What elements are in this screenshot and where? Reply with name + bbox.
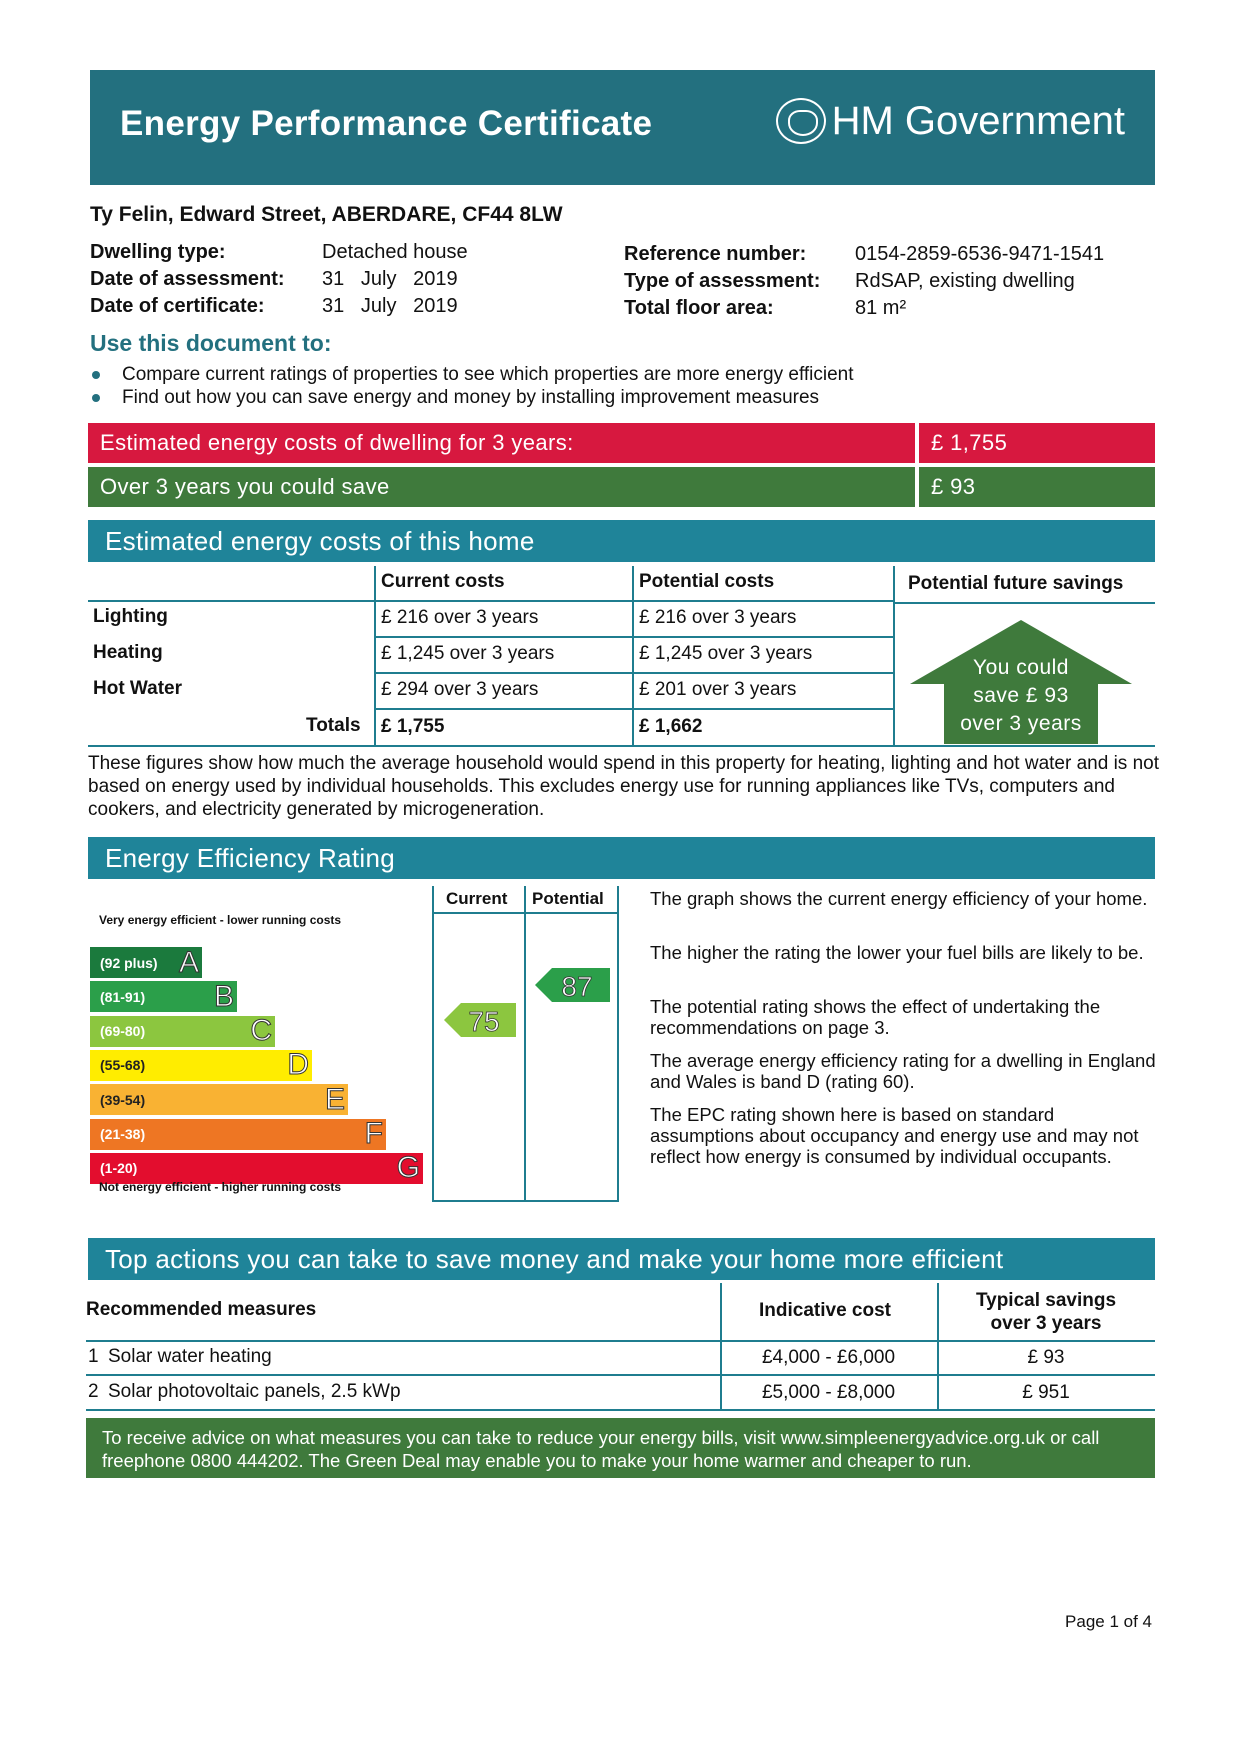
band-range: (55-68) — [100, 1057, 146, 1074]
rating-band-e — [90, 1084, 348, 1115]
energy-costs-heading: Estimated energy costs of this home — [88, 520, 1155, 562]
bullet-icon — [92, 394, 100, 402]
col-indicative-cost: Indicative cost — [759, 1300, 891, 1321]
table-divider — [376, 672, 893, 674]
rating-band-f — [90, 1119, 386, 1150]
table-divider — [632, 566, 634, 746]
measure-name: Solar water heating — [108, 1346, 272, 1367]
band-range: (21-38) — [100, 1126, 146, 1142]
estimated-cost-bar: Estimated energy costs of dwelling for 3 years: — [88, 423, 915, 463]
arrow-line: over 3 years — [960, 712, 1082, 735]
table-divider — [374, 566, 376, 746]
col-recommended-measures: Recommended measures — [86, 1299, 317, 1320]
hm-government-text: HM Government — [831, 98, 1125, 143]
band-letter: B — [213, 979, 234, 1013]
band-letter: E — [324, 1082, 345, 1116]
table-divider — [893, 566, 895, 746]
rating-paragraph: The potential rating shows the effect of undertaking the recommendations on page 3. — [650, 996, 1101, 1038]
use-bullet: Find out how you can save energy and money by installing improvement measures — [90, 387, 819, 409]
certificate-date-label: Date of certificate: — [90, 295, 265, 317]
table-divider — [376, 708, 893, 710]
hot-water-potential: £ 201 over 3 years — [639, 679, 797, 700]
assessment-date-value: 31 July 2019 — [322, 268, 458, 290]
row-label-hot-water: Hot Water — [93, 678, 183, 699]
costs-note: These figures show how much the average household would spend in this property for heating, lighting and hot water and is not based on energy used by individual households. This excludes energy use for running appliances like TVs, computers and cookers, and electricity generated by microgeneration. — [88, 753, 1159, 820]
band-range: (1-20) — [100, 1160, 138, 1177]
measure-number: 1 — [88, 1346, 99, 1367]
table-divider — [893, 602, 1155, 604]
measure-saving: £ 93 — [1027, 1347, 1065, 1368]
reference-label: Reference number: — [624, 243, 807, 265]
floor-area-label: Total floor area: — [624, 297, 774, 319]
band-range: (39-54) — [100, 1091, 146, 1108]
band-letter: F — [364, 1117, 383, 1150]
row-label-lighting: Lighting — [93, 606, 168, 627]
chart-border — [432, 886, 434, 1202]
dwelling-type-label: Dwelling type: — [90, 241, 226, 263]
current-rating-value: 75 — [468, 1006, 500, 1037]
use-bullet: Compare current ratings of properties to see which properties are more energy efficient — [90, 364, 854, 386]
measure-cost: £4,000 - £6,000 — [761, 1347, 896, 1368]
rating-band-d — [90, 1050, 312, 1081]
rating-paragraph: The average energy efficiency rating for a dwelling in England and Wales is band D (rating 60). — [650, 1050, 1156, 1092]
row-label-heating: Heating — [93, 642, 163, 663]
potential-rating-value: 87 — [561, 971, 593, 1002]
band-range: (92 plus) — [100, 954, 158, 971]
royal-crest-icon — [776, 98, 826, 144]
table-divider — [88, 600, 893, 602]
chart-border — [524, 886, 526, 1202]
measure-saving: £ 951 — [1022, 1382, 1070, 1403]
could-save-value: £ 93 — [919, 467, 1155, 507]
chart-border — [432, 1200, 619, 1202]
top-caption: Very energy efficient - lower running costs — [99, 913, 342, 927]
band-letter: C — [250, 1014, 272, 1048]
rating-paragraph: The EPC rating shown here is based on standard assumptions about occupancy and energy use and may not reflect how energy is consumed by individual occupants. — [650, 1104, 1139, 1167]
table-divider — [86, 1409, 1155, 1411]
floor-area-value: 81 m² — [855, 297, 907, 319]
totals-label: Totals — [306, 715, 361, 736]
band-letter: D — [287, 1048, 309, 1082]
band-range: (69-80) — [100, 1023, 146, 1040]
band-range: (81-91) — [100, 988, 146, 1005]
bullet-icon — [92, 371, 100, 379]
heating-current: £ 1,245 over 3 years — [381, 643, 555, 664]
certificate-date-value: 31 July 2019 — [322, 295, 458, 317]
col-potential-rating: Potential — [532, 889, 604, 908]
rating-paragraph: The higher the rating the lower your fuel bills are likely to be. — [650, 942, 1144, 963]
arrow-line: save £ 93 — [973, 684, 1069, 707]
measure-cost: £5,000 - £8,000 — [761, 1382, 896, 1403]
band-letter: G — [396, 1151, 420, 1185]
col-potential-costs: Potential costs — [639, 571, 775, 592]
hm-government-logo — [776, 98, 1125, 144]
table-divider — [86, 1374, 1155, 1376]
col-current-costs: Current costs — [381, 571, 505, 592]
chart-border — [432, 912, 619, 914]
col-current-rating: Current — [446, 889, 508, 908]
advice-footer: To receive advice on what measures you can take to reduce your energy bills, visit www.simpleenergyadvice.org.uk or call freephone 0800 444202. The Green Deal may enable you to make your home warmer and cheaper to run. — [86, 1418, 1155, 1478]
measure-number: 2 — [88, 1381, 99, 1402]
current-rating-arrow — [444, 1003, 516, 1037]
table-divider — [376, 636, 893, 638]
rating-band-b — [90, 981, 237, 1012]
reference-value: 0154-2859-6536-9471-1541 — [855, 243, 1105, 265]
could-save-bar: Over 3 years you could save — [88, 467, 915, 507]
use-document-heading: Use this document to: — [90, 330, 332, 356]
savings-arrow — [910, 620, 1132, 744]
rating-band-a — [90, 947, 202, 978]
chart-border — [617, 886, 619, 1202]
table-divider — [86, 1340, 1155, 1342]
certificate-header — [90, 70, 1155, 185]
heating-potential: £ 1,245 over 3 years — [639, 643, 813, 664]
dwelling-type-value: Detached house — [322, 241, 468, 263]
efficiency-rating-heading: Energy Efficiency Rating — [88, 837, 1155, 879]
total-potential: £ 1,662 — [639, 716, 703, 737]
rating-paragraph: The graph shows the current energy efficiency of your home. — [650, 888, 1148, 909]
assessment-type-label: Type of assessment: — [624, 270, 821, 292]
rating-band-c — [90, 1016, 275, 1047]
lighting-current: £ 216 over 3 years — [381, 607, 539, 628]
hot-water-current: £ 294 over 3 years — [381, 679, 539, 700]
potential-rating-arrow — [535, 968, 610, 1002]
certificate-title: Energy Performance Certificate — [120, 104, 653, 143]
assessment-type-value: RdSAP, existing dwelling — [855, 270, 1075, 292]
arrow-line: You could — [973, 656, 1069, 679]
col-future-savings: Potential future savings — [908, 573, 1124, 594]
table-divider — [88, 745, 1155, 747]
estimated-cost-value: £ 1,755 — [919, 423, 1155, 463]
band-letter: A — [178, 945, 199, 979]
col-typical-savings-sub: over 3 years — [990, 1313, 1102, 1334]
bottom-caption: Not energy efficient - higher running costs — [99, 1180, 342, 1194]
lighting-potential: £ 216 over 3 years — [639, 607, 797, 628]
total-current: £ 1,755 — [381, 716, 445, 737]
col-typical-savings: Typical savings — [975, 1290, 1117, 1311]
assessment-date-label: Date of assessment: — [90, 268, 285, 290]
measure-name: Solar photovoltaic panels, 2.5 kWp — [108, 1381, 401, 1402]
page-number: Page 1 of 4 — [1065, 1612, 1152, 1631]
property-address: Ty Felin, Edward Street, ABERDARE, CF44 8LW — [90, 203, 563, 226]
top-actions-heading: Top actions you can take to save money and make your home more efficient — [88, 1238, 1155, 1280]
